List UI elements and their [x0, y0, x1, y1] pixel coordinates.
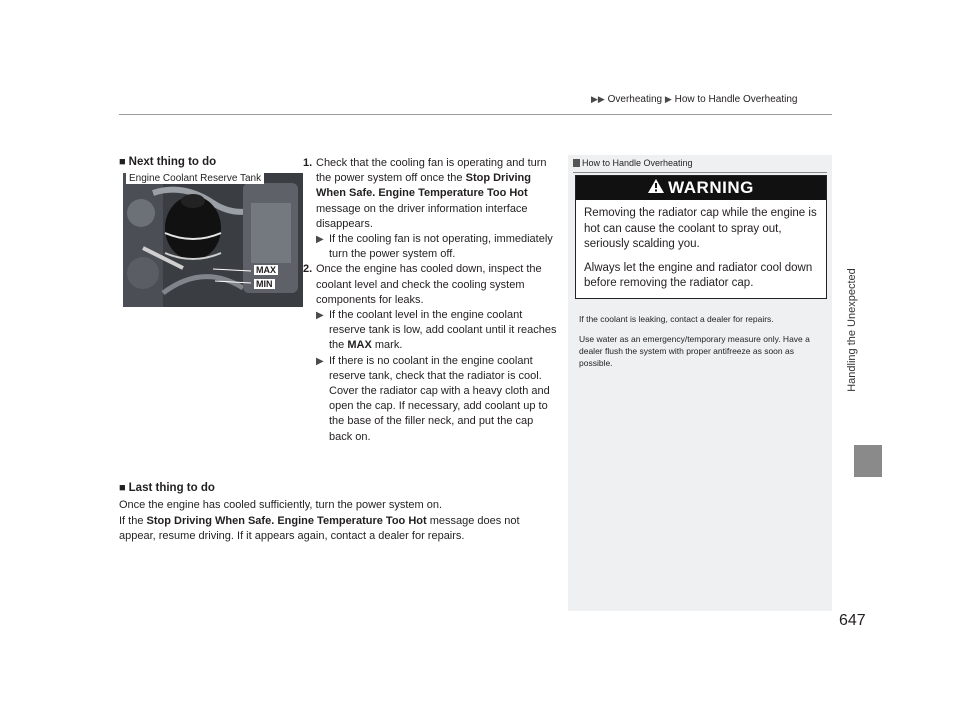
panel-note-2: Use water as an emergency/temporary measure only. Have a dealer flush the system with proper antifreeze as soon as possible.	[579, 334, 810, 368]
min-mark-label: MIN	[256, 279, 273, 289]
chapter-side-label: Handling the Unexpected	[846, 268, 858, 392]
arrow-icon: ▶	[316, 234, 324, 246]
square-bullet-icon: ■	[119, 482, 126, 494]
last-thing-line-2: If the Stop Driving When Safe. Engine Temperature Too Hot message does not appear, resume driving. If it appears again, contact a dealer for repairs.	[119, 514, 520, 542]
warning-triangle-icon	[648, 178, 664, 198]
arrow-icon: ▶	[316, 310, 324, 322]
panel-note-1: If the coolant is leaking, contact a dealer for repairs.	[579, 314, 774, 324]
side-note-panel	[568, 155, 832, 611]
panel-rule	[573, 172, 827, 173]
arrow-icon: ▶	[316, 355, 324, 367]
last-thing-body	[119, 498, 559, 545]
header-rule	[119, 114, 832, 115]
step-2-note-1: ▶ If the coolant level in the engine coolant reserve tank is low, add coolant until it reaches the MAX mark.	[316, 309, 557, 352]
panel-header: How to Handle Overheating	[573, 158, 693, 168]
step-number: 1.	[303, 157, 313, 169]
breadcrumb-item-overheating[interactable]: Overheating	[607, 94, 663, 105]
chapter-tab[interactable]	[854, 445, 882, 477]
step-1: 1. Check that the cooling fan is operating and turn the power system off once the Stop Driving When Safe. Engine Temperature Too Hot message on the driver information interface disappears.	[303, 157, 547, 230]
book-icon	[573, 159, 580, 167]
breadcrumb	[591, 94, 797, 105]
instruction-steps	[303, 156, 558, 445]
breadcrumb-arrow-icon: ▶	[664, 94, 672, 104]
last-thing-line-1: Once the engine has cooled sufficiently, turn the power system on.	[119, 499, 443, 511]
page-number: 647	[839, 612, 866, 629]
step-2: 2. Once the engine has cooled down, inspect the coolant level and check the cooling system components for leaks.	[303, 263, 542, 306]
warning-text	[584, 206, 820, 300]
warning-paragraph-2: Always let the engine and radiator cool down before removing the radiator cap.	[584, 261, 813, 289]
next-thing-heading: ■ Next thing to do	[119, 156, 217, 168]
warning-paragraph-1: Removing the radiator cap while the engine is hot can cause the coolant to spray out, seriously scalding you.	[584, 207, 817, 250]
coolant-tank-illustration	[123, 173, 303, 307]
step-number: 2.	[303, 263, 313, 276]
step-2-note-2: ▶ If there is no coolant in the engine coolant reserve tank, check that the radiator is cool. Cover the radiator cap with a heavy cloth and open the cap. If necessary, add coolant up to the base of the filler neck, and put the cap back on.	[316, 354, 550, 443]
max-mark-label: MAX	[256, 265, 276, 275]
breadcrumb-arrow-icon: ▶▶	[591, 94, 605, 104]
square-bullet-icon: ■	[119, 156, 126, 168]
breadcrumb-item-how-to-handle[interactable]: How to Handle Overheating	[674, 94, 798, 105]
image-caption: Engine Coolant Reserve Tank	[126, 173, 264, 184]
panel-notes	[579, 313, 829, 377]
last-thing-heading: ■ Last thing to do	[119, 482, 215, 494]
warning-banner: WARNING	[576, 176, 826, 200]
warning-box	[575, 175, 827, 299]
step-1-note: ▶ If the cooling fan is not operating, immediately turn the power system off.	[316, 233, 553, 261]
